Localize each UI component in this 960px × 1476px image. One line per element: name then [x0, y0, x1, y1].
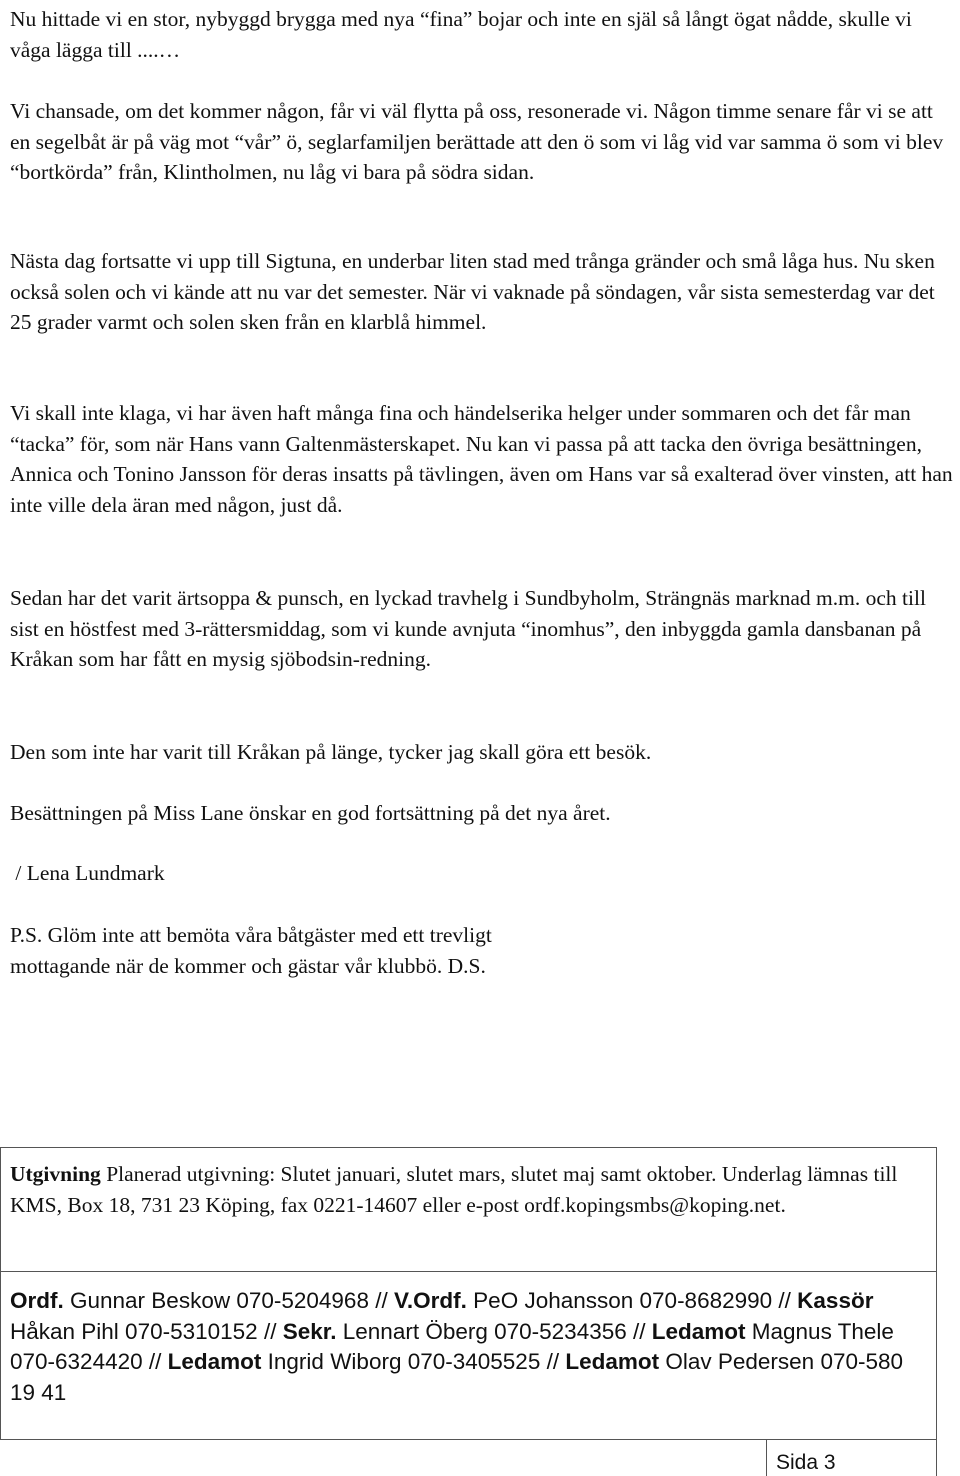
- publication-info-box: [0, 1147, 937, 1272]
- board-role: Ordf.: [10, 1288, 64, 1313]
- board-contact: PeO Johansson 070-8682990 //: [466, 1288, 798, 1313]
- paragraph-5: Sedan har det varit ärtsoppa & punsch, en lyckad travhelg i Sundbyholm, Strängnäs marknad m.m. och till sist en höstfest med 3-rättersmiddag, som vi kunde avnjuta “inomhus”, den inbyggda gamla dansbanan på Kråkan som har fått en mysig sjöbodsin-redning.: [10, 586, 926, 672]
- board-role: Ledamot: [167, 1349, 262, 1374]
- board-contacts-text: [10, 1286, 920, 1408]
- board-contact: Magnus Thele 070-6324420 //: [10, 1318, 894, 1374]
- publication-label: Utgivning: [10, 1162, 101, 1186]
- board-role: Sekr.: [282, 1318, 337, 1344]
- paragraph-3: Nästa dag fortsatte vi upp till Sigtuna, en underbar liten stad med trånga gränder och små låga hus. Nu sken också solen och vi kände att nu var det semester. När vi vaknade på söndagen, vår sista semesterdag var det 25 grader varmt och solen sken från en klarblå himmel.: [10, 249, 935, 335]
- board-contacts-box: [0, 1271, 937, 1440]
- board-role: Kassör: [797, 1288, 874, 1313]
- paragraph-6: Den som inte har varit till Kråkan på länge, tycker jag skall göra ett besök.: [10, 740, 652, 764]
- signature: / Lena Lundmark: [10, 861, 165, 885]
- board-contact: Lennart Öberg 070-5234356 //: [336, 1318, 652, 1344]
- board-role: V.Ordf.: [393, 1288, 467, 1313]
- paragraph-4: Vi skall inte klaga, vi har även haft många fina och händelserika helger under sommaren och det får man “tacka” för, som när Hans vann Galtenmästerskapet. Nu kan vi passa på att tacka den övriga besättningen, Annica och Tonino Jansson för deras insatts på tävlingen, även om Hans var så exalterad över vinsten, att han inte ville dela äran med någon, just då.: [10, 401, 953, 518]
- board-role: Ledamot: [565, 1349, 660, 1374]
- ps-line-1: P.S. Glöm inte att bemöta våra båtgäster med ett trevligt: [10, 923, 492, 947]
- board-contact: Olav Pedersen 070-580 19 41: [10, 1349, 904, 1405]
- paragraph-7: Besättningen på Miss Lane önskar en god fortsättning på det nya året.: [10, 801, 611, 825]
- board-role: Ledamot: [651, 1318, 746, 1344]
- board-contact: Ingrid Wiborg 070-3405525 //: [261, 1349, 566, 1374]
- publication-details: Planerad utgivning: Slutet januari, slutet mars, slutet maj samt oktober. Underlag lämnas till KMS, Box 18, 731 23 Köping, fax 0221-14607 eller e-post ordf.kopingsmbs@koping.net.: [10, 1162, 898, 1217]
- board-contact: Gunnar Beskow 070-5204968 //: [63, 1288, 394, 1313]
- board-contact: Håkan Pihl 070-5310152 //: [10, 1318, 283, 1344]
- ps-line-2: mottagande när de kommer och gästar vår klubbö. D.S.: [10, 954, 486, 978]
- paragraph-2: Vi chansade, om det kommer någon, får vi väl flytta på oss, resonerade vi. Någon timme senare får vi se att en segelbåt är på väg mot “vår” ö, seglarfamiljen berättade att den ö som vi låg vid var samma ö som vi blev “bortkörda” från, Klintholmen, nu låg vi bara på södra sidan.: [10, 99, 944, 185]
- page-number: Sida 3: [776, 1451, 836, 1474]
- paragraph-1: Nu hittade vi en stor, nybyggd brygga med nya “fina” bojar och inte en själ så långt ögat nådde, skulle vi våga lägga till ....…: [10, 7, 912, 62]
- publication-info-text: [10, 1159, 930, 1220]
